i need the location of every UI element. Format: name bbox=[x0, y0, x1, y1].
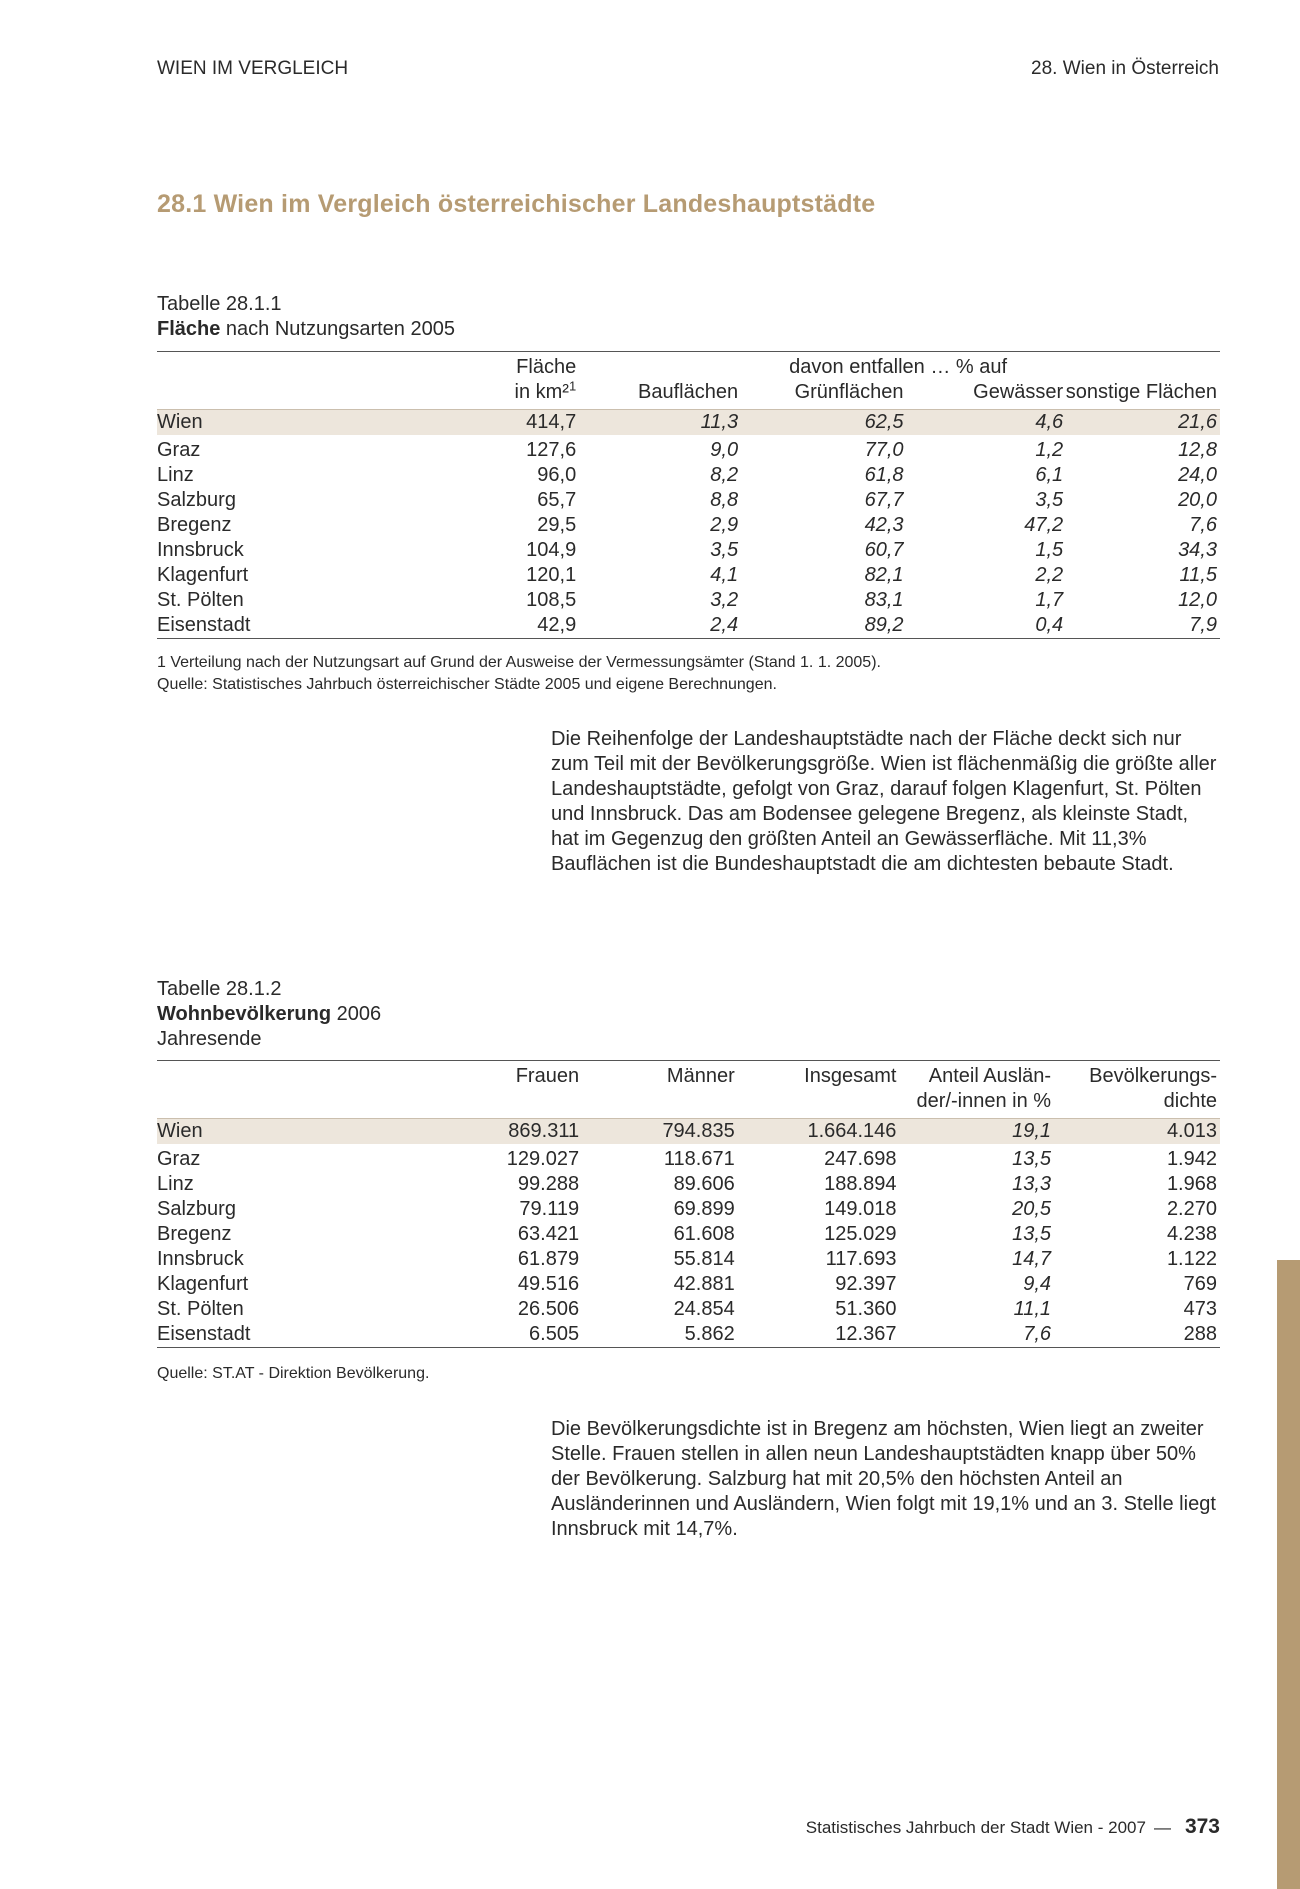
cell-city: St. Pölten bbox=[157, 1298, 244, 1320]
cell-frauen: 79.119 bbox=[519, 1198, 580, 1220]
cell-dichte: 4.238 bbox=[1166, 1223, 1217, 1245]
chapter-tab-bar bbox=[1277, 1260, 1300, 1889]
table1-caption bbox=[157, 292, 455, 342]
cell-city: Wien bbox=[157, 410, 333, 436]
table-row bbox=[157, 613, 1220, 639]
cell-gewaesser: 1,5 bbox=[1035, 539, 1064, 561]
cell-insgesamt: 188.894 bbox=[824, 1173, 897, 1195]
cell-bau: 9,0 bbox=[710, 439, 739, 461]
cell-insgesamt: 125.029 bbox=[824, 1223, 897, 1245]
cell-maenner: 118.671 bbox=[663, 1148, 735, 1170]
table-row bbox=[157, 410, 1220, 436]
table1-footnote-1: 1 Verteilung nach der Nutzungsart auf Grund der Ausweise der Vermessungsämter (Stand 1. 1. 2005). bbox=[157, 654, 881, 671]
cell-anteil: 13,5 bbox=[1012, 1223, 1052, 1245]
cell-gruen: 62,5 bbox=[738, 410, 903, 436]
col-anteil-2: der/-innen in % bbox=[916, 1090, 1052, 1112]
col-dichte-2: dichte bbox=[1163, 1090, 1217, 1112]
cell-maenner: 69.899 bbox=[673, 1198, 735, 1220]
cell-frauen: 26.506 bbox=[517, 1298, 580, 1320]
cell-dichte: 769 bbox=[1183, 1273, 1217, 1295]
cell-sonstige: 34,3 bbox=[1178, 539, 1217, 561]
cell-maenner: 5.862 bbox=[579, 1322, 735, 1348]
cell-gruen: 83,1 bbox=[864, 589, 904, 611]
cell-city: Bregenz bbox=[157, 1223, 232, 1245]
cell-dichte: 473 bbox=[1183, 1298, 1217, 1320]
cell-frauen: 61.879 bbox=[517, 1248, 580, 1270]
cell-anteil: 14,7 bbox=[1012, 1248, 1052, 1270]
col-anteil-1: Anteil Auslän- bbox=[896, 1061, 1051, 1090]
cell-dichte: 1.122 bbox=[1166, 1248, 1217, 1270]
col-flaeche-2-text: in km² bbox=[514, 381, 569, 403]
table-row bbox=[157, 538, 1220, 563]
cell-city: Bregenz bbox=[157, 514, 232, 536]
cell-city: Wien bbox=[157, 1119, 333, 1145]
cell-anteil: 20,5 bbox=[1012, 1198, 1052, 1220]
table-row bbox=[157, 1297, 1220, 1322]
cell-dichte: 2.270 bbox=[1166, 1198, 1217, 1220]
cell-frauen: 49.516 bbox=[517, 1273, 580, 1295]
section-title: 28.1 Wien im Vergleich österreichischer Landeshauptstädte bbox=[157, 190, 876, 218]
cell-anteil: 7,6 bbox=[896, 1322, 1051, 1348]
table-row bbox=[157, 1197, 1220, 1222]
cell-sonstige: 21,6 bbox=[1063, 410, 1220, 436]
cell-gewaesser: 0,4 bbox=[904, 613, 1064, 639]
table-flaeche bbox=[157, 351, 1220, 639]
footer-dash: — bbox=[1153, 1818, 1171, 1837]
cell-gewaesser: 1,7 bbox=[1035, 589, 1064, 611]
cell-sonstige: 12,0 bbox=[1178, 589, 1217, 611]
table2-title-rest: 2006 bbox=[331, 1003, 382, 1025]
cell-maenner: 55.814 bbox=[673, 1248, 735, 1270]
cell-city: Graz bbox=[157, 439, 201, 461]
cell-gruen: 82,1 bbox=[864, 564, 904, 586]
col-bauflaechen: Bauflächen bbox=[638, 381, 739, 403]
paragraph-2: Die Bevölkerungsdichte ist in Bregenz am höchsten, Wien liegt an zweiter Stelle. Frauen stellen in allen neun Landeshauptstädten knapp über 50% der Bevölkerung. Salzburg hat mit 20,5% den höchsten Anteil an Ausländerinnen und Ausländern, Wien folgt mit 19,1% und an 3. Stelle liegt Innsbruck mit 14,7%. bbox=[551, 1418, 1216, 1540]
cell-city: Salzburg bbox=[157, 1198, 236, 1220]
cell-bau: 8,8 bbox=[710, 489, 739, 511]
col-flaeche-1: Fläche bbox=[333, 352, 576, 381]
table-wohnbevoelkerung bbox=[157, 1060, 1220, 1348]
cell-gewaesser: 47,2 bbox=[1024, 514, 1064, 536]
table-row bbox=[157, 1172, 1220, 1197]
col-frauen: Frauen bbox=[333, 1061, 579, 1090]
col-gruenflaechen: Grünflächen bbox=[794, 381, 904, 403]
cell-dichte: 4.013 bbox=[1051, 1119, 1220, 1145]
cell-maenner: 794.835 bbox=[579, 1119, 735, 1145]
cell-gruen: 42,3 bbox=[864, 514, 904, 536]
table2-title bbox=[157, 1002, 381, 1027]
table2-label: Tabelle 28.1.2 bbox=[157, 978, 282, 1000]
cell-sonstige: 12,8 bbox=[1178, 439, 1217, 461]
cell-bau: 8,2 bbox=[710, 464, 739, 486]
cell-bau: 2,9 bbox=[710, 514, 739, 536]
cell-flaeche: 104,9 bbox=[526, 539, 577, 561]
table1-source: Quelle: Statistisches Jahrbuch österreichischer Städte 2005 und eigene Berechnungen. bbox=[157, 676, 777, 693]
table2-subtitle: Jahresende bbox=[157, 1028, 262, 1050]
cell-gewaesser: 6,1 bbox=[1035, 464, 1064, 486]
table1-label: Tabelle 28.1.1 bbox=[157, 293, 282, 315]
cell-city: Linz bbox=[157, 1173, 194, 1195]
table-row bbox=[157, 1247, 1220, 1272]
table-row bbox=[157, 1272, 1220, 1297]
cell-frauen: 869.311 bbox=[333, 1119, 579, 1145]
table2-source: Quelle: ST.AT - Direktion Bevölkerung. bbox=[157, 1365, 430, 1382]
table-row bbox=[157, 588, 1220, 613]
table-row bbox=[157, 1144, 1220, 1172]
cell-flaeche: 108,5 bbox=[526, 589, 577, 611]
cell-anteil: 19,1 bbox=[896, 1119, 1051, 1145]
cell-city: Salzburg bbox=[157, 489, 236, 511]
table-row bbox=[157, 1222, 1220, 1247]
cell-gruen: 89,2 bbox=[738, 613, 903, 639]
table-row bbox=[157, 463, 1220, 488]
cell-gruen: 67,7 bbox=[864, 489, 904, 511]
cell-gewaesser: 2,2 bbox=[1035, 564, 1064, 586]
table2-caption bbox=[157, 977, 381, 1052]
table1-title-bold: Fläche bbox=[157, 318, 221, 340]
running-header-right: 28. Wien in Österreich bbox=[1031, 58, 1219, 79]
cell-sonstige: 7,9 bbox=[1063, 613, 1220, 639]
table-row bbox=[157, 1119, 1220, 1145]
table1-title-rest: nach Nutzungsarten 2005 bbox=[220, 318, 455, 340]
table1-body bbox=[157, 410, 1220, 639]
cell-gewaesser: 1,2 bbox=[1035, 439, 1064, 461]
table-row bbox=[157, 1322, 1220, 1348]
cell-maenner: 42.881 bbox=[673, 1273, 735, 1295]
cell-frauen: 129.027 bbox=[506, 1148, 580, 1170]
cell-gruen: 77,0 bbox=[864, 439, 904, 461]
cell-sonstige: 24,0 bbox=[1178, 464, 1217, 486]
cell-insgesamt: 92.397 bbox=[835, 1273, 897, 1295]
cell-flaeche: 29,5 bbox=[537, 514, 577, 536]
footer-text: Statistisches Jahrbuch der Stadt Wien - 2007 bbox=[805, 1818, 1146, 1837]
cell-bau: 3,5 bbox=[710, 539, 739, 561]
cell-city: Innsbruck bbox=[157, 1248, 244, 1270]
col-dichte-1: Bevölkerungs- bbox=[1051, 1061, 1220, 1090]
cell-gruen: 61,8 bbox=[864, 464, 904, 486]
paragraph-1: Die Reihenfolge der Landeshauptstädte nach der Fläche deckt sich nur zum Teil mit der Bevölkerungsgröße. Wien ist flächenmäßig die größte aller Landeshauptstädte, gefolgt von Graz, darauf folgen Klagenfurt, St. Pölten und Innsbruck. Das am Bodensee gelegene Bregenz, als kleinste Stadt, hat im Gegenzug den größten Anteil an Gewässerfläche. Mit 11,3% Bauflächen ist die Bundeshauptstadt die am dichtesten bebaute Stadt. bbox=[551, 728, 1217, 875]
col-gewaesser: Gewässer bbox=[973, 381, 1064, 403]
table-row bbox=[157, 488, 1220, 513]
table2-body bbox=[157, 1119, 1220, 1348]
table2-title-bold: Wohnbevölkerung bbox=[157, 1003, 332, 1025]
cell-city: Eisenstadt bbox=[157, 1322, 333, 1348]
cell-anteil: 9,4 bbox=[1023, 1273, 1052, 1295]
cell-insgesamt: 149.018 bbox=[824, 1198, 897, 1220]
cell-insgesamt: 12.367 bbox=[735, 1322, 897, 1348]
table1-footnotes bbox=[157, 652, 881, 696]
cell-frauen: 99.288 bbox=[517, 1173, 580, 1195]
table1-title bbox=[157, 317, 455, 342]
col-flaeche-2 bbox=[333, 380, 576, 410]
cell-bau: 2,4 bbox=[576, 613, 738, 639]
cell-maenner: 61.608 bbox=[673, 1223, 735, 1245]
cell-anteil: 13,3 bbox=[1012, 1173, 1052, 1195]
cell-maenner: 89.606 bbox=[673, 1173, 735, 1195]
cell-city: Klagenfurt bbox=[157, 564, 249, 586]
col-sonstige: sonstige Flächen bbox=[1065, 381, 1217, 403]
cell-maenner: 24.854 bbox=[673, 1298, 735, 1320]
cell-dichte: 1.942 bbox=[1166, 1148, 1217, 1170]
cell-city: St. Pölten bbox=[157, 589, 244, 611]
col-maenner: Männer bbox=[579, 1061, 735, 1090]
running-header-left: WIEN IM VERGLEICH bbox=[157, 58, 349, 79]
cell-insgesamt: 51.360 bbox=[835, 1298, 897, 1320]
table-row bbox=[157, 435, 1220, 463]
cell-flaeche: 96,0 bbox=[537, 464, 577, 486]
cell-city: Graz bbox=[157, 1148, 201, 1170]
col-insgesamt: Insgesamt bbox=[735, 1061, 897, 1090]
footnote-marker: 1 bbox=[568, 378, 577, 394]
cell-bau: 4,1 bbox=[710, 564, 739, 586]
table-row bbox=[157, 513, 1220, 538]
cell-frauen: 6.505 bbox=[333, 1322, 579, 1348]
page-number: 373 bbox=[1184, 1815, 1220, 1838]
cell-insgesamt: 117.693 bbox=[825, 1248, 897, 1270]
cell-insgesamt: 247.698 bbox=[824, 1148, 897, 1170]
cell-gewaesser: 4,6 bbox=[904, 410, 1064, 436]
cell-gewaesser: 3,5 bbox=[1035, 489, 1064, 511]
cell-anteil: 11,1 bbox=[1013, 1298, 1052, 1320]
cell-city: Klagenfurt bbox=[157, 1273, 249, 1295]
cell-flaeche: 120,1 bbox=[526, 564, 577, 586]
page-footer bbox=[806, 1815, 1220, 1839]
cell-city: Linz bbox=[157, 464, 194, 486]
cell-city: Innsbruck bbox=[157, 539, 244, 561]
cell-flaeche: 42,9 bbox=[333, 613, 576, 639]
cell-flaeche: 127,6 bbox=[526, 439, 577, 461]
cell-bau: 3,2 bbox=[710, 589, 739, 611]
cell-sonstige: 11,5 bbox=[1179, 564, 1217, 586]
cell-dichte: 288 bbox=[1051, 1322, 1220, 1348]
cell-flaeche: 414,7 bbox=[333, 410, 576, 436]
cell-sonstige: 7,6 bbox=[1189, 514, 1217, 536]
cell-sonstige: 20,0 bbox=[1178, 489, 1217, 511]
cell-insgesamt: 1.664.146 bbox=[735, 1119, 897, 1145]
cell-frauen: 63.421 bbox=[517, 1223, 580, 1245]
cell-dichte: 1.968 bbox=[1166, 1173, 1217, 1195]
cell-city: Eisenstadt bbox=[157, 613, 333, 639]
cell-gruen: 60,7 bbox=[864, 539, 904, 561]
cell-flaeche: 65,7 bbox=[537, 489, 577, 511]
cell-anteil: 13,5 bbox=[1012, 1148, 1052, 1170]
cell-bau: 11,3 bbox=[576, 410, 738, 436]
col-group-header: davon entfallen … % auf bbox=[576, 352, 1220, 381]
table-row bbox=[157, 563, 1220, 588]
